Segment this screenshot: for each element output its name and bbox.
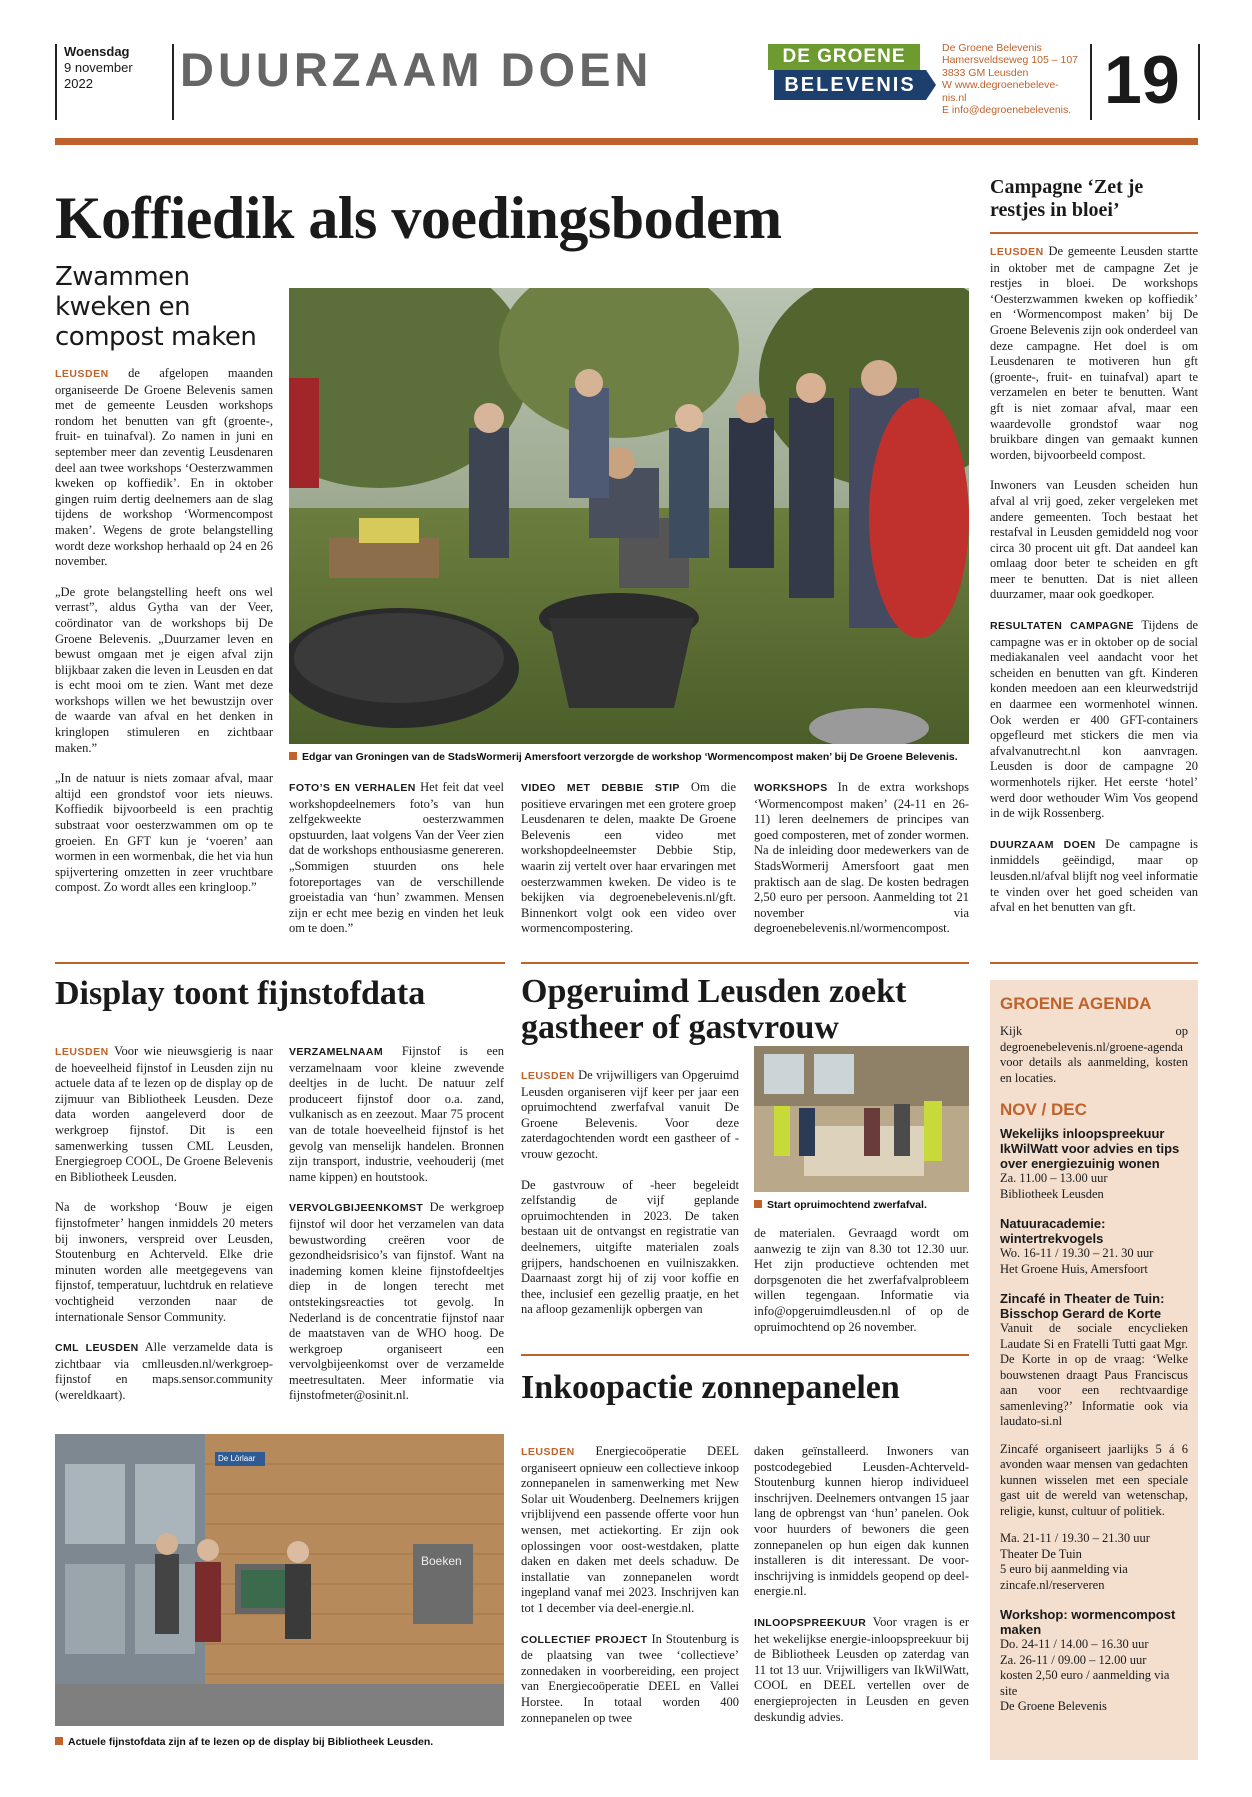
fijnstof-p1: Voor wie nieuwsgierig is naar de hoeveelheid fijnstof in Leusden zijn nu actuele data af te lezen op de display op de zijmuur van Bibliotheek Leusden. Deze data worden aangeleverd door de werkgroep fijnstof. Dit is een samenwerking tussen CML Leusden, Energiegroep COOL, De Groene Belevenis en Bibliotheek Leusden.	[55, 1044, 273, 1184]
sidebar-headline: Campagne ‘Zet je restjes in bloei’	[990, 176, 1144, 221]
sidebar-p2: Inwoners van Leusden scheiden hun afval al vrij goed, zeker vergeleken met andere gemeenten. Toch bestaat het restafval in Leusden gemiddeld nog voor circa 30 procent uit gft. Dat aandeel kan omlaag door beter te scheiden en gft meer te benutten. Dat is niet alleen duurzamer, maar ook goedkoper.	[990, 478, 1198, 602]
logo-arrow	[926, 70, 936, 100]
main-col4-sub: WORKSHOPS	[754, 782, 828, 794]
sidebar-divider	[990, 232, 1198, 234]
event-3-place: Theater De Tuin	[1000, 1546, 1082, 1561]
agenda-event-3[interactable]	[1000, 1291, 1188, 1593]
opgeruimd-p2: De gastvrouw of -heer begeleidt zelfstandig de vijf geplande opruimochtenden in 2023. De taken bestaan uit de ontvangst en registratie van deelnemers, uitgifte materialen zoals grijpers, handschoenen en vuilniszakken. Daarnaast zorgt hij of zij voor koffie en thee, inclusief een gezellig praatje, en het na afloop gezamenlijk opbergen van	[521, 1177, 739, 1317]
zonnepanelen-p3: daken geïnstalleerd. Inwoners van postcodegebied Leusden-Achterveld-Stoutenburg kunnen hierop individueel inschrijven. Deelnemers ontvangen 15 jaar lang de opbrengst van ‘hun’ panelen. Ook voor huurders of bewoners die geen zonnepanelen op hun eigen dak kunnen installeren is dit interessant. De voor-inschrijving is inmiddels geopend op deel-energie.nl.	[754, 1444, 969, 1599]
event-4-place: De Groene Belevenis	[1000, 1699, 1107, 1713]
main-subhead: Zwammen kweken en compost maken	[55, 262, 257, 352]
boeken-sign: Boeken	[421, 1554, 462, 1568]
event-3-title: Zincafé in Theater de Tuin: Bisschop Gerard de Korte	[1000, 1291, 1165, 1321]
main-col-3	[521, 780, 736, 952]
issue-date	[64, 44, 133, 92]
main-col2-sub: FOTO’S EN VERHALEN	[289, 782, 416, 794]
agenda-title: GROENE AGENDA	[1000, 994, 1152, 1013]
main-headline: Koffiedik als voedingsbodem	[55, 185, 782, 251]
agenda-event-1[interactable]	[1000, 1126, 1188, 1202]
sidebar-body	[990, 244, 1198, 931]
event-1-title: Wekelijks inloopspreekuur IkWilWatt voor advies en tips over energiezuinig wonen	[1000, 1126, 1180, 1171]
org-address	[942, 42, 1078, 116]
sidebar-kicker: LEUSDEN	[990, 246, 1044, 258]
event-2-place: Het Groene Huis, Amersfoort	[1000, 1261, 1148, 1276]
masthead-rule-left	[55, 44, 57, 120]
workshop-caption-text: Edgar van Groningen van de StadsWormerij Amersfoort verzorgde de workshop ‘Wormencompost maken’ bij De Groene Belevenis.	[302, 751, 958, 763]
masthead-rule-end	[1198, 44, 1200, 120]
fijnstof-sub2: VERZAMELNAAM	[289, 1046, 384, 1058]
main-col-1	[55, 366, 273, 911]
opgeruimd-col-1	[521, 1068, 739, 1333]
fijnstof-p4: Fijnstof is een verzamelnaam voor kleine zwevende deeltjes in de lucht. De natuur zelf produceert fijnstof door o.a. zand, vulkanisch as en zeezout. Maar 75 procent van de totale hoeveelheid fijnstof is het gevolg van menselijk handelen. Bronnen zijn transport, industrie, veehouderij (met name kippen) en houtstook.	[289, 1044, 504, 1184]
page-number: 19	[1104, 42, 1180, 118]
zonnepanelen-col-1	[521, 1444, 739, 1741]
caption-marker	[289, 752, 297, 760]
sidebar-p4: De campagne is inmiddels geëindigd, maar op leusden.nl/afval blijft nog veel informatie te vinden over het goed scheiden van afval en het benutten van gft.	[990, 836, 1198, 915]
fijnstof-p2: Na de workshop ‘Bouw je eigen fijnstofmeter’ hangen inmiddels 20 meters bij inwoners, verspreid over Leusden, Stoutenburg en Achterveld. Elke drie minuten worden alle meetgegevens van fijnstof, temperatuur, luchtdruk en relatieve vochtigheid verzonden naar de internationale Sensor Community.	[55, 1200, 273, 1324]
fijnstof-kicker: LEUSDEN	[55, 1046, 109, 1058]
masthead-rule	[172, 44, 174, 120]
sidebar-p3: Tijdens de campagne was er in oktober op de social mediakanalen veel aandacht voor het scheiden en benutten van gft. Kinderen konden meedoen aan een kleurwedstrijd en daarmee een wormenhotel winnen. Ook werden er 400 GFT-containers opgefleurd met stickers die men via afvalvanutrecht.nl kon aanvragen. Leusden is door de campagne 20 wormenhotels rijker. Het eerste ‘hotel’ werd door wethouder Wim Vos geopend in de wijk Rossenberg.	[990, 618, 1198, 821]
zonnepanelen-kicker: LEUSDEN	[521, 1446, 575, 1458]
issue-date-day: 9 november	[64, 60, 133, 75]
issue-day: Woensdag	[64, 44, 130, 59]
fijnstof-sub3: VERVOLGBIJEENKOMST	[289, 1202, 424, 1215]
org-name: De Groene Belevenis	[942, 42, 1042, 54]
main-col4-text: In de extra workshops ‘Wormencompost maken’ (24-11 en 26-11) leren deelnemers de principes van goed composteren, met of zonder wormen. Na de inleiding door medewerkers van de StadsWormerij Amersfoort gaat men praktisch aan de slag. De kosten bedragen 2,50 euro per persoon. Aanmelding tot 21 november via degroenebelevenis.nl/wormencompost.	[754, 780, 969, 936]
agenda-intro: Kijk op degroenebelevenis.nl/groene-agenda voor details als aanmelding, kosten en locaties.	[1000, 1024, 1188, 1085]
event-3-text: Vanuit de sociale encyclieken Laudate Si en Fratelli Tutti gaat Mgr. De Korte in op de vraag: ‘Welke bouwstenen draagt Paus Franciscus aan voor een rechtvaardige samenleving?’ Informatie ook via laudato-si.nl	[1000, 1321, 1188, 1428]
fijnstof-sub1: CML LEUSDEN	[55, 1342, 139, 1355]
agenda-event-2[interactable]	[1000, 1216, 1188, 1277]
opruimochtend-illustration	[754, 1046, 969, 1192]
zonnepanelen-sub2: INLOOPSPREEKUUR	[754, 1616, 867, 1629]
opgeruimd-p3: de materialen. Gevraagd wordt om aanwezig te zijn van 8.30 tot 12.30 uur. Het zijn productieve ochtenden met dorpsgenoten die het zwerfafvalprobleem willen tegengaan. Informatie via info@opgeruimdleusden.nl of op de opruimochtend op 26 november.	[754, 1226, 969, 1334]
main-col3-sub: VIDEO MET DEBBIE STIP	[521, 782, 680, 794]
logo-bottom: BELEVENIS	[774, 70, 926, 100]
groene-belevenis-logo	[758, 44, 934, 104]
main-kicker: LEUSDEN	[55, 368, 109, 380]
zonnepanelen-col-2	[754, 1444, 969, 1740]
opgeruimd-headline: Opgeruimd Leusden zoekt gastheer of gastvrouw	[521, 973, 907, 1046]
main-p3: „In de natuur is niets zomaar afval, maar altijd een grondstof voor iets nieuws. Koffiedik bijvoorbeeld is een prachtig substraat voor oesterzwammen om op te groeien. En GFT kun je ‘voeren’ aan wormen in een wormenbak, die het via hun spijvertering omzetten in zeer vruchtbare compost. Zo wordt alles een kringloop.”	[55, 771, 273, 895]
org-city: 3833 GM Leusden	[942, 66, 1029, 79]
divider-zonnepanelen	[521, 1354, 969, 1356]
opruimochtend-photo	[754, 1046, 969, 1192]
event-4-time-2: Za. 26-11 / 09.00 – 12.00 uur	[1000, 1652, 1147, 1667]
masthead-rule-right	[1090, 44, 1092, 120]
main-col2-text: Het feit dat veel workshopdeelnemers foto’s van hun zelfgekweekte oesterzwammen opstuurden, laat volgens Van der Veer zien dat de workshops enthousiasme genereren. „Sommigen stuurden ons hele fotoreportages van de verschillende groeistadia van ‘hun’ zwammen. Mensen zijn er echt mee bezig en vinden het leuk om te doen.”	[289, 780, 505, 936]
main-p1: de afgelopen maanden organiseerde De Groene Belevenis samen met de gemeente Leusden workshops rondom het benutten van gft (groente-, fruit- en tuinafval). Zo namen in juni en september meer dan zeventig Leusdenaren deel aan twee workshops ‘Oesterzwammen kweken op koffiedik’. En in oktober gingen ruim dertig deelnemers aan de slag tijdens de workshop ‘Wormencompost maken’. Wegens de grote belangstelling wordt deze workshop herhaald op 24 en 26 november.	[55, 366, 273, 569]
divider-fijnstof	[55, 962, 505, 964]
issue-year: 2022	[64, 76, 93, 91]
fijnstof-col-2	[289, 1044, 504, 1419]
fijnstof-col-1	[55, 1044, 273, 1418]
street-sign: De Lörlaar	[218, 1454, 256, 1463]
opgeruimd-kicker: LEUSDEN	[521, 1070, 575, 1082]
event-3-text-2: Zincafé organiseert jaarlijks 5 á 6 avonden waar mensen van gedachten kunnen wisselen met een speciale gast uit de wereld van wetenschap, religie, kunst, cultuur of politiek.	[1000, 1441, 1188, 1518]
library-photo-illustration	[55, 1434, 504, 1726]
divider-opgeruimd	[521, 962, 969, 964]
main-p2: „De grote belangstelling heeft ons wel verrast”, aldus Gytha van der Veer, coördinator van de workshops bij De Groene Belevenis. „Duurzamer leven en bewust omgaan met je eigen afval zijn blijkbaar zaken die leven in Leusden en dat is echt mooi om te zien. Want met deze workshops willen we het bewustzijn over de waarde van afval en het denken in kringlopen stimuleren en zichtbaar maken.”	[55, 584, 273, 755]
caption-marker-3	[754, 1200, 762, 1208]
workshop-photo	[289, 288, 969, 744]
fijnstof-p3: Alle verzamelde data is zichtbaar via cmlleusden.nl/werkgroep-fijnstof en maps.sensor.community (wereldkaart).	[55, 1340, 274, 1402]
opruimochtend-caption-text: Start opruimochtend zwerfafval.	[767, 1199, 927, 1211]
event-4-title: Workshop: wormencompost maken	[1000, 1607, 1176, 1637]
zonnepanelen-p1: Energiecoöperatie DEEL organiseert opnieuw een collectieve inkoop zonnepanelen in samenwerking met New Solar uit Woudenberg. Deelnemers krijgen vrijblijvend een passende offerte voor hun wensen, met actiekorting. Er zijn ook oplossingen voor oost-westdaken, platte daken en daken met deels schaduw. De installatie van zonnepanelen wordt ingepland vanaf mei 2023. Inschrijven kan tot 1 december via deel-energie.nl.	[521, 1444, 739, 1615]
main-col-4	[754, 780, 969, 952]
sidebar-sub2: DUURZAAM DOEN	[990, 838, 1096, 851]
workshop-photo-caption	[289, 750, 979, 764]
divider-agenda	[990, 962, 1198, 964]
event-3-cost: 5 euro bij aanmelding via zincafe.nl/reserveren	[1000, 1562, 1128, 1592]
sidebar-sub1: RESULTATEN CAMPAGNE	[990, 620, 1134, 633]
zonnepanelen-headline: Inkoopactie zonnepanelen	[521, 1369, 900, 1406]
agenda-month: NOV / DEC	[1000, 1100, 1087, 1119]
groene-agenda	[990, 980, 1198, 1760]
zonnepanelen-sub1: COLLECTIEF PROJECT	[521, 1633, 648, 1646]
agenda-event-4[interactable]	[1000, 1607, 1188, 1715]
event-1-place: Bibliotheek Leusden	[1000, 1186, 1104, 1201]
sidebar-p1: De gemeente Leusden startte in oktober met de campagne Zet je restjes in bloei. De workshops ‘Oesterzwammen kweken op koffiedik’ en ‘Wormencompost maken’ bij De Groene Belevenis zijn ook onderdeel van deze campagne. Het doel is om Leusdenaren te motiveren hun gft (groente-, fruit- en tuinafval) apart te verzamelen en beter te benutten. Want gft is niet zomaar afval, maar een waardevolle grondstof waar nog bruikbare dingen van gemaakt kunnen worden, bijvoorbeeld compost.	[990, 244, 1199, 462]
org-street: Hamersveldseweg 105 – 107	[942, 54, 1078, 67]
zonnepanelen-p4: Voor vragen is er het wekelijkse energie-inloopspreekuur bij de Bibliotheek Leusden op zaterdag van 11 tot 13 uur. Vrijwilligers van IkWilWatt, COOL en DEEL vertellen over de energieprojecten in Leusden en geven deskundig advies.	[754, 1614, 969, 1724]
workshop-photo-illustration	[289, 288, 969, 744]
main-col-2	[289, 780, 504, 952]
opgeruimd-col-2	[754, 1226, 969, 1350]
opgeruimd-p1: De vrijwilligers van Opgeruimd Leusden organiseren vijf keer per jaar een opruimochtend zwerfafval vanuit De Groene Belevenis. Voor deze zaterdagochtenden wordt een gastheer of -vrouw gezocht.	[521, 1068, 739, 1161]
caption-marker-2	[55, 1737, 63, 1745]
event-1-time: Za. 11.00 – 13.00 uur	[1000, 1171, 1108, 1185]
library-photo-caption	[55, 1735, 504, 1749]
event-4-time-1: Do. 24-11 / 14.00 – 16.30 uur	[1000, 1637, 1149, 1651]
section-title: DUURZAAM DOEN	[180, 43, 653, 96]
zonnepanelen-p2: In Stoutenburg is de plaatsing van twee ‘collectieve’ zonnedaken in voorbereiding, een project van Energiecoöperatie DEEL en Vallei Horstee. In totaal worden 400 zonnepanelen op twee	[521, 1631, 739, 1725]
event-4-cost: kosten 2,50 euro / aanmelding via site	[1000, 1668, 1170, 1698]
logo-top: DE GROENE	[768, 44, 920, 70]
org-web[interactable]: W www.degroenebeleve-	[942, 79, 1059, 92]
org-email[interactable]: E info@degroenebelevenis.	[942, 104, 1072, 117]
org-web-2[interactable]: nis.nl	[942, 91, 967, 104]
event-2-time: Wo. 16-11 / 19.30 – 21. 30 uur	[1000, 1246, 1154, 1260]
event-2-title: Natuuracademie: wintertrekvogels	[1000, 1216, 1106, 1246]
fijnstof-p5: De werkgroep fijnstof wil door het verzamelen van data bewustwording creëren voor de gezondheidsrisico’s van fijnstof. Want na inademing komen kleine fijnstofdeeltjes diep in de longen terecht met ontstekingsreacties tot gevolg. In Nederland is de concentratie fijnstof naar de maatstaven van de WHO hoog. De werkgroep organiseert een vervolgbijeenkomst over de verzamelde meetresultaten. Meer informatie via fijnstofmeter@osinit.nl.	[289, 1200, 505, 1403]
library-caption-text: Actuele fijnstofdata zijn af te lezen op de display bij Bibliotheek Leusden.	[68, 1736, 434, 1748]
fijnstof-headline: Display toont fijnstofdata	[55, 975, 426, 1012]
main-col3-text: Om die positieve ervaringen met een grotere groep Leusdenaren te delen, maakte De Groene Belevenis een video met workshopdeelneemster Debbie Stip, waarin zij vertelt over haar ervaringen met oesterzwammen kweken. De video is te bekijken via degroenebelevenis.nl/gft. Binnenkort volgt ook een video over wormencompostering.	[521, 780, 737, 936]
opruimochtend-caption	[754, 1198, 969, 1212]
event-3-time: Ma. 21-11 / 19.30 – 21.30 uur	[1000, 1531, 1150, 1545]
masthead-divider	[55, 138, 1198, 145]
library-display-photo	[55, 1434, 504, 1726]
